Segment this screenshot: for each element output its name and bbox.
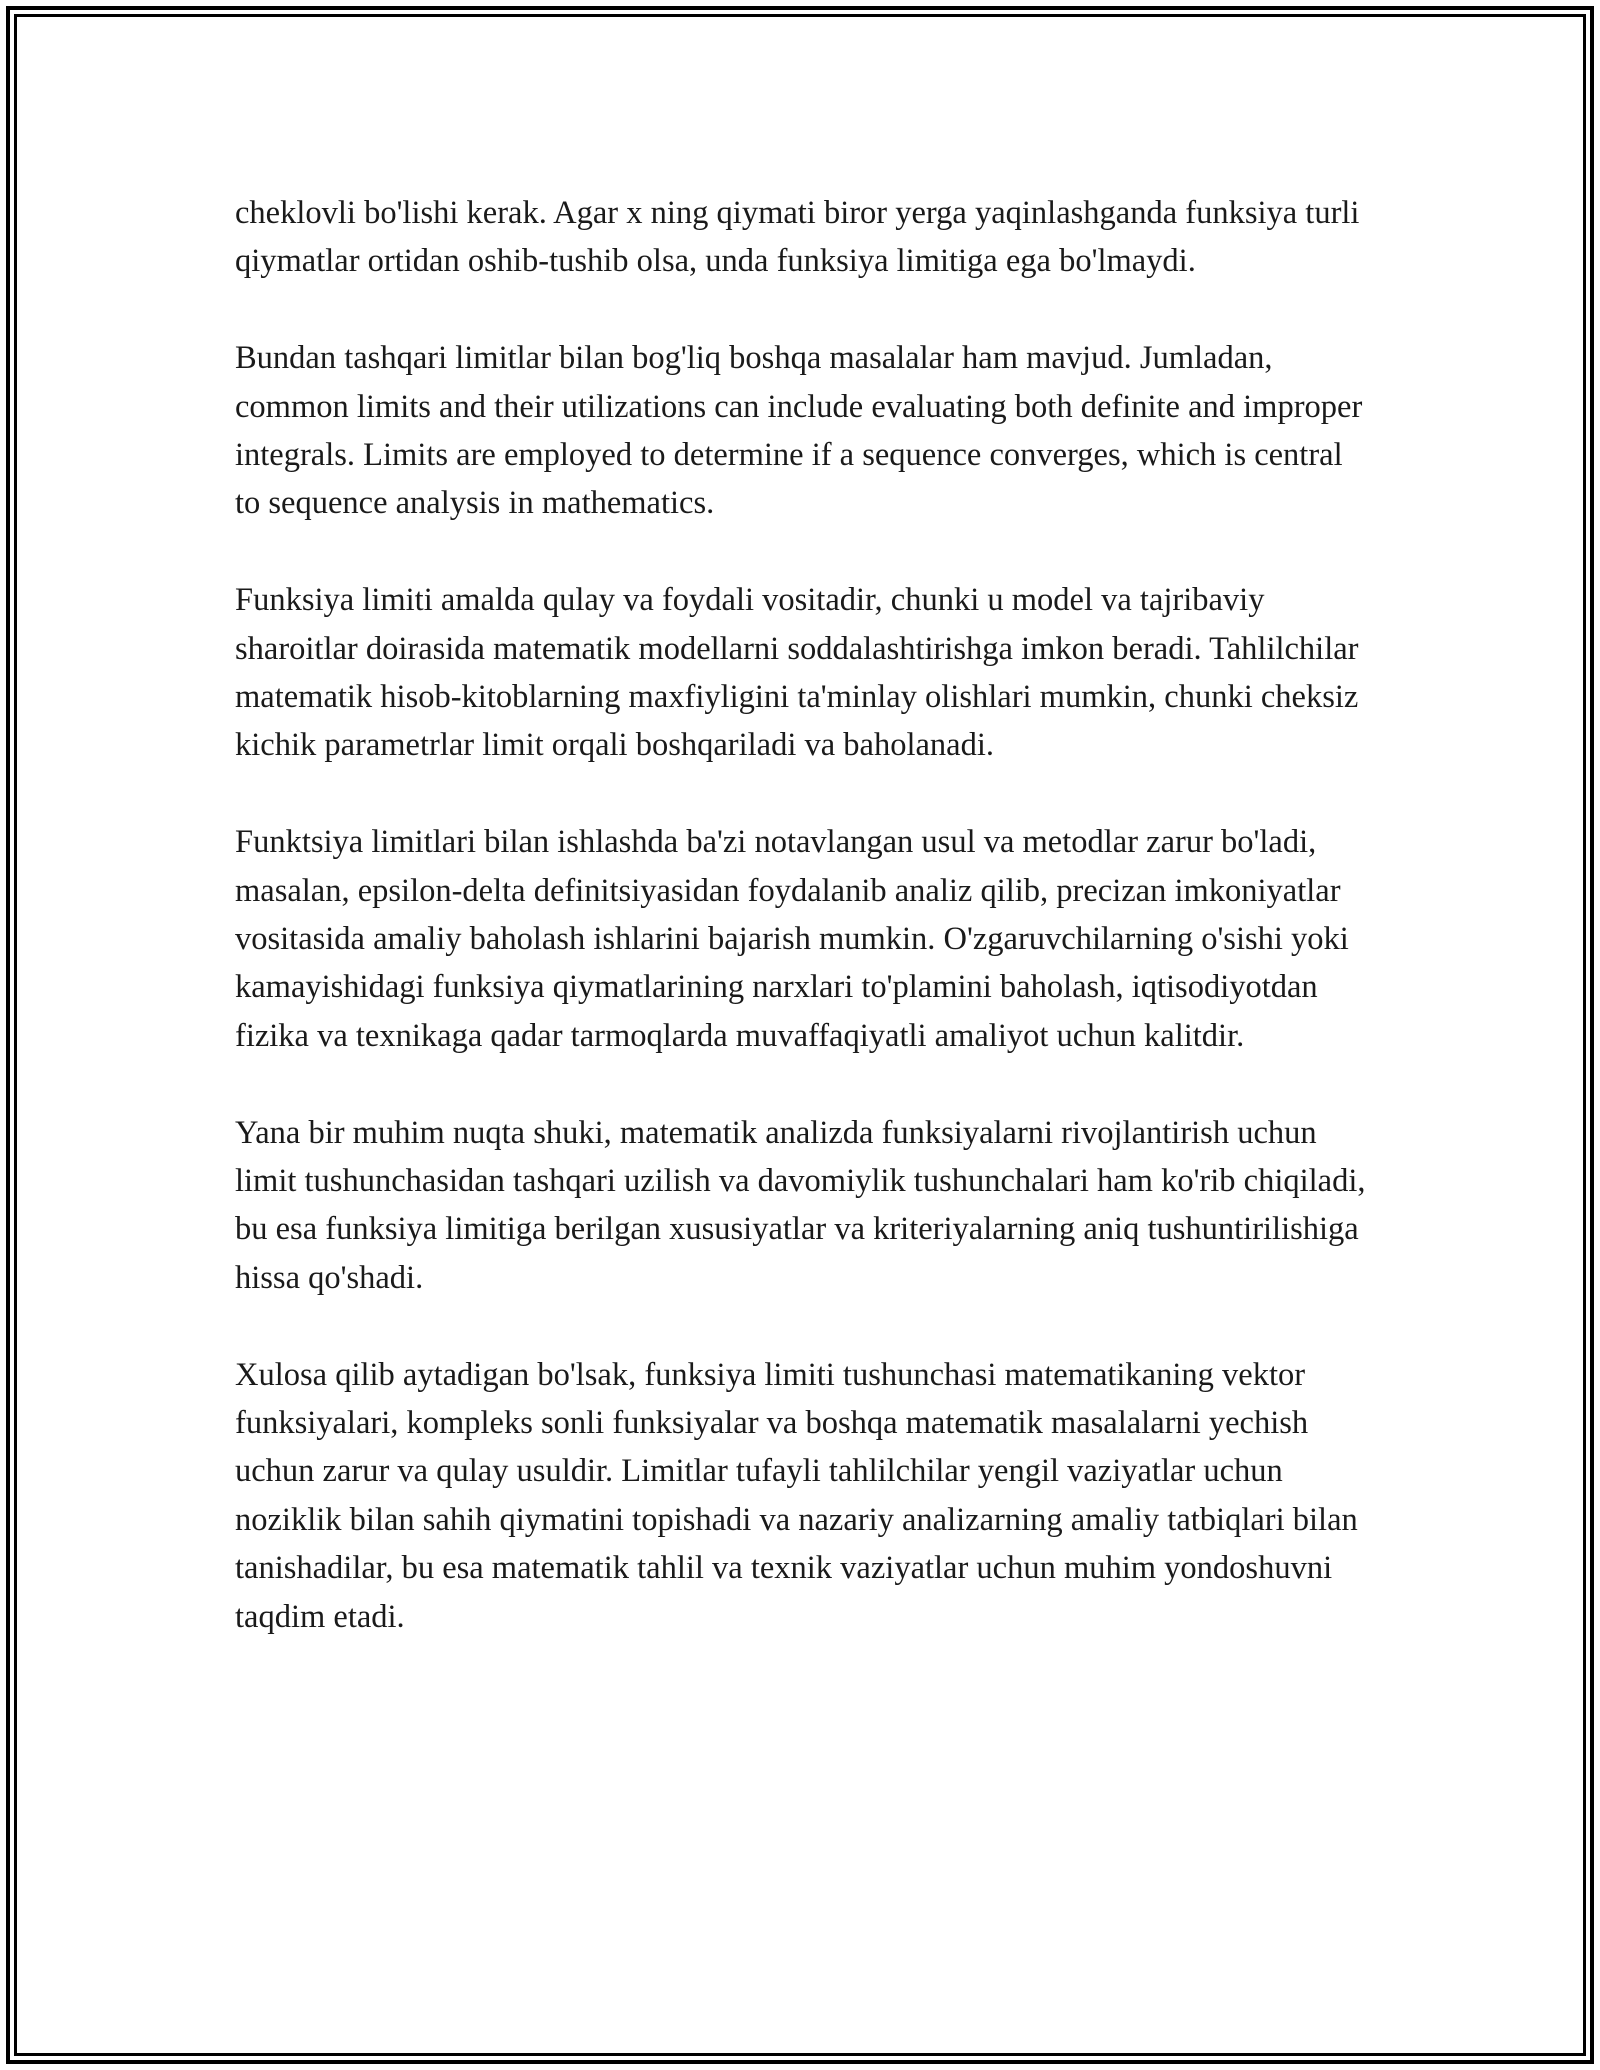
paragraph-3: Funksiya limiti amalda qulay va foydali vositadir, chunki u model va tajribaviy sharoitlar doirasida matematik modellarni soddalashtirishga imkon beradi. Tahlilchilar matematik hisob-kitoblarning maxfiyligini ta'minlay olishlari mumkin, chunki cheksiz kichik parametrlar limit orqali boshqariladi va baholanadi. bbox=[235, 582, 1359, 764]
paragraph-1: cheklovli bo'lishi kerak. Agar x ning qiymati biror yerga yaqinlashganda funksiya turli qiymatlar ortidan oshib-tushib olsa, unda funksiya limitiga ega bo'lmaydi. bbox=[235, 195, 1360, 280]
paragraph-6: Xulosa qilib aytadigan bo'lsak, funksiya limiti tushunchasi matematikaning vektor funksiyalari, kompleks sonli funksiyalar va boshqa matematik masalalarni yechish uchun zarur va qulay usuldir. Limitlar tufayli tahlilchilar yengil vaziyatlar uchun noziklik bilan sahih qiymatini topishadi va nazariy analizarning amaliy tatbiqlari bilan tanishadilar, bu esa matematik tahlil va texnik vaziyatlar uchun muhim yondoshuvni taqdim etadi. bbox=[235, 1356, 1358, 1635]
paragraph-4: Funktsiya limitlari bilan ishlashda ba'zi notavlangan usul va metodlar zarur bo'ladi, masalan, epsilon-delta definitsiyasidan foydalanib analiz qilib, precizan imkoniyatlar vositasida amaliy baholash ishlarini bajarish mumkin. O'zgaruvchilarning o'sishi yoki kamayishidagi funksiya qiymatlarining narxlari to'plamini baholash, iqtisodiyotdan fizika va texnikaga qadar tarmoqlarda muvaffaqiyatli amaliyot uchun kalitdir. bbox=[235, 824, 1349, 1054]
document-body bbox=[235, 189, 1375, 1690]
paragraph-5: Yana bir muhim nuqta shuki, matematik analizda funksiyalarni rivojlantirish uchun limit tushunchasidan tashqari uzilish va davomiylik tushunchalari ham ko'rib chiqiladi, bu esa funksiya limitiga berilgan xususiyatlar va kriteriyalarning aniq tushuntirilishiga hissa qo'shadi. bbox=[235, 1114, 1366, 1296]
paragraph-2: Bundan tashqari limitlar bilan bog'liq boshqa masalalar ham mavjud. Jumladan, common limits and their utilizations can include evaluating both definite and improper integrals. Limits are employed to determine if a sequence converges, which is central to sequence analysis in mathematics. bbox=[235, 340, 1363, 522]
